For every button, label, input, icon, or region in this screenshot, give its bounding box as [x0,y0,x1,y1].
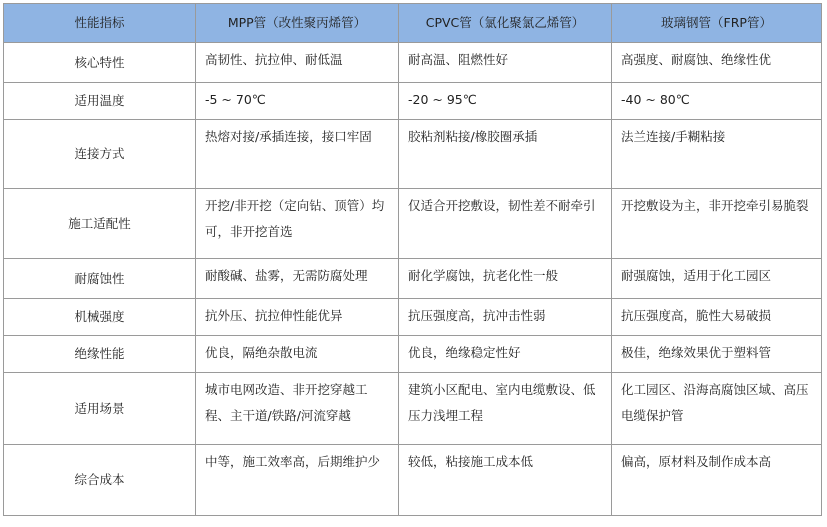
header-frp: 玻璃钢管（FRP管） [612,4,822,43]
row-label: 施工适配性 [4,189,196,259]
header-metric: 性能指标 [4,4,196,43]
mpp-cell: 城市电网改造、非开挖穿越工程、主干道/铁路/河流穿越 [196,373,399,445]
row-label: 综合成本 [4,445,196,516]
header-cpvc: CPVC管（氯化聚氯乙烯管） [399,4,612,43]
pipe-comparison-table [3,3,822,516]
header-mpp: MPP管（改性聚丙烯管） [196,4,399,43]
row-label: 核心特性 [4,43,196,83]
frp-cell: 开挖敷设为主，非开挖牵引易脆裂 [612,189,822,259]
row-label: 适用温度 [4,83,196,120]
frp-cell: 化工园区、沿海高腐蚀区域、高压电缆保护管 [612,373,822,445]
frp-cell: 偏高，原材料及制作成本高 [612,445,822,516]
cpvc-cell: 胶粘剂粘接/橡胶圈承插 [399,120,612,189]
frp-cell: 耐强腐蚀，适用于化工园区 [612,259,822,299]
table-row [4,189,822,259]
table-row [4,83,822,120]
cpvc-cell: 仅适合开挖敷设，韧性差不耐牵引 [399,189,612,259]
frp-cell: 法兰连接/手糊粘接 [612,120,822,189]
cpvc-cell: -20 ~ 95℃ [399,83,612,120]
table-row [4,336,822,373]
frp-cell: 高强度、耐腐蚀、绝缘性优 [612,43,822,83]
row-label: 绝缘性能 [4,336,196,373]
header-row [4,4,822,43]
cpvc-cell: 抗压强度高，抗冲击性弱 [399,299,612,336]
mpp-cell: -5 ~ 70℃ [196,83,399,120]
cpvc-cell: 优良，绝缘稳定性好 [399,336,612,373]
frp-cell: 抗压强度高，脆性大易破损 [612,299,822,336]
table-row [4,43,822,83]
table-row [4,373,822,445]
frp-cell: 极佳，绝缘效果优于塑料管 [612,336,822,373]
mpp-cell: 优良，隔绝杂散电流 [196,336,399,373]
cpvc-cell: 耐化学腐蚀，抗老化性一般 [399,259,612,299]
comparison-table-container [3,3,822,516]
row-label: 连接方式 [4,120,196,189]
table-row [4,445,822,516]
cpvc-cell: 较低，粘接施工成本低 [399,445,612,516]
table-row [4,259,822,299]
mpp-cell: 中等，施工效率高，后期维护少 [196,445,399,516]
row-label: 机械强度 [4,299,196,336]
cpvc-cell: 建筑小区配电、室内电缆敷设、低压力浅埋工程 [399,373,612,445]
mpp-cell: 抗外压、抗拉伸性能优异 [196,299,399,336]
mpp-cell: 开挖/非开挖（定向钻、顶管）均可，非开挖首选 [196,189,399,259]
row-label: 适用场景 [4,373,196,445]
frp-cell: -40 ~ 80℃ [612,83,822,120]
row-label: 耐腐蚀性 [4,259,196,299]
mpp-cell: 高韧性、抗拉伸、耐低温 [196,43,399,83]
table-row [4,120,822,189]
mpp-cell: 热熔对接/承插连接，接口牢固 [196,120,399,189]
cpvc-cell: 耐高温、阻燃性好 [399,43,612,83]
mpp-cell: 耐酸碱、盐雾，无需防腐处理 [196,259,399,299]
table-row [4,299,822,336]
